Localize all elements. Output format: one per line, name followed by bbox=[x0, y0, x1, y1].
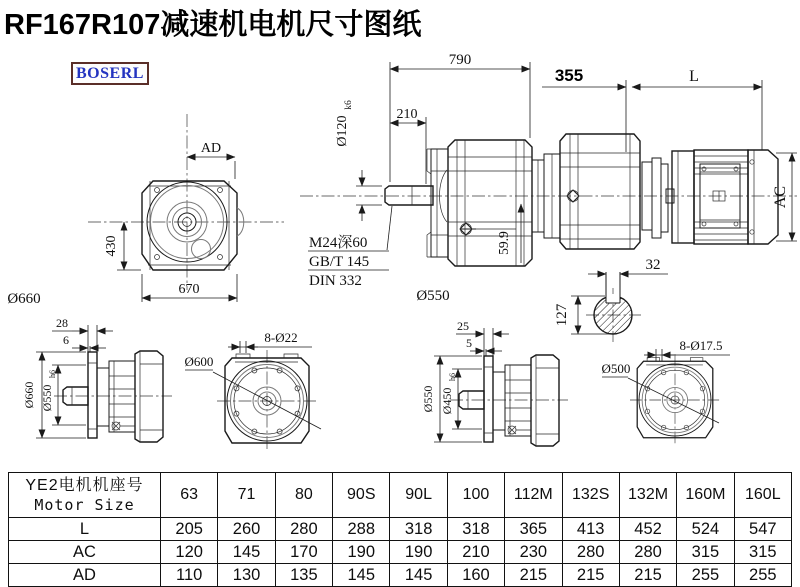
header-cn: YE2电机机座号 bbox=[25, 477, 144, 494]
table-row: AD 110 130 135 145 145 160 215 215 215 255 255 bbox=[9, 564, 792, 587]
dim-28: 28 bbox=[56, 316, 68, 330]
dim-127: 127 bbox=[554, 303, 570, 327]
col-90s: 90S bbox=[333, 473, 390, 518]
motor-size-table bbox=[8, 472, 792, 587]
row-label-ac: AC bbox=[9, 541, 161, 564]
flange-view-2-dims bbox=[602, 338, 730, 423]
dim-l: L bbox=[689, 68, 699, 85]
side-view-2-dims bbox=[421, 319, 509, 442]
dim-shaft-dia: Ø120 bbox=[335, 115, 350, 147]
label-d660: Ø660 bbox=[7, 291, 41, 307]
dim-d450-tol: h6 bbox=[448, 373, 457, 381]
dim-599: 59.9 bbox=[496, 231, 511, 255]
front-view bbox=[7, 114, 284, 307]
table-row: L 205 260 280 288 318 318 365 413 452 524 547 bbox=[9, 518, 792, 541]
col-112m: 112M bbox=[505, 473, 562, 518]
col-132m: 132M bbox=[619, 473, 676, 518]
dim-d550: Ø550 bbox=[40, 384, 54, 412]
col-71: 71 bbox=[218, 473, 275, 518]
flange-face-view bbox=[217, 350, 317, 452]
header-en: Motor Size bbox=[34, 496, 135, 514]
col-132s: 132S bbox=[562, 473, 619, 518]
dim-32: 32 bbox=[645, 257, 661, 273]
col-90l: 90L bbox=[390, 473, 447, 518]
callout-8xd175: 8-Ø17.5 bbox=[679, 338, 723, 353]
dim-25: 25 bbox=[457, 319, 469, 333]
table-header-row bbox=[9, 473, 792, 518]
dim-d550-2: Ø550 bbox=[421, 385, 435, 413]
table-header-motor-size bbox=[9, 473, 161, 518]
dim-d660: Ø660 bbox=[22, 381, 36, 409]
dim-6: 6 bbox=[63, 333, 69, 347]
dim-670: 670 bbox=[178, 282, 200, 297]
page-title: RF167R107减速机电机尺寸图纸 bbox=[4, 9, 422, 41]
dim-210: 210 bbox=[396, 107, 418, 122]
callout-d600: Ø600 bbox=[184, 354, 214, 369]
col-80: 80 bbox=[275, 473, 332, 518]
label-d550: Ø550 bbox=[416, 288, 450, 304]
side-view-1-dims bbox=[22, 316, 113, 438]
dim-ac: AC bbox=[772, 185, 789, 209]
row-label-ad: AD bbox=[9, 564, 161, 587]
dim-5: 5 bbox=[466, 336, 472, 350]
callout-std1: GB/T 145 bbox=[309, 254, 370, 270]
col-63: 63 bbox=[161, 473, 218, 518]
callout-thread: M24深60 bbox=[309, 235, 368, 251]
dim-d550-tol: h6 bbox=[48, 370, 57, 378]
callout-8xd22: 8-Ø22 bbox=[264, 330, 298, 345]
callout-std2: DIN 332 bbox=[309, 273, 362, 289]
dim-430: 430 bbox=[104, 235, 119, 257]
col-100: 100 bbox=[447, 473, 504, 518]
main-view bbox=[300, 52, 797, 304]
table-row: AC 120 145 170 190 190 210 230 280 280 315 315 bbox=[9, 541, 792, 564]
brand-logo: BOSERL bbox=[71, 62, 149, 85]
shaft-section-view bbox=[554, 257, 668, 342]
row-label-l: L bbox=[9, 518, 161, 541]
dim-shaft-tol: k6 bbox=[344, 100, 354, 110]
col-160m: 160M bbox=[677, 473, 734, 518]
dim-790: 790 bbox=[448, 52, 472, 68]
callout-d500: Ø500 bbox=[601, 361, 631, 376]
dim-d450: Ø450 bbox=[440, 387, 454, 415]
col-160l: 160L bbox=[734, 473, 791, 518]
dim-355: 355 bbox=[554, 66, 584, 85]
dim-ad: AD bbox=[200, 141, 222, 156]
